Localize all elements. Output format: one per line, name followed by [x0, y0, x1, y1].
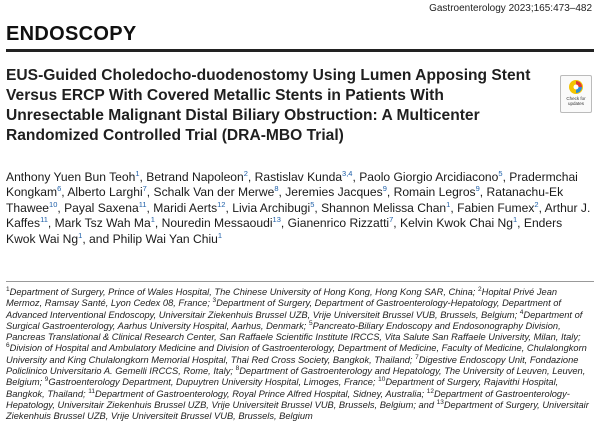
author-name: Betrand Napoleon [146, 170, 244, 184]
check-for-updates-badge[interactable] [560, 75, 592, 113]
author-name: Arthur J. Kaffes [6, 200, 591, 231]
author-affiliation-marker[interactable]: 5 [498, 168, 503, 178]
title-block [6, 66, 536, 146]
author-name: Rastislav Kunda [254, 170, 343, 184]
author-name: Romain Legros [393, 185, 476, 200]
section-rule [6, 49, 594, 52]
author-name: Mark Tsz Wah Ma [54, 216, 151, 231]
author-affiliation-marker[interactable]: 2 [534, 199, 539, 209]
affiliation-text: Department of Surgery, Universitair Ziekenhuis Brussel UZB, Vrije Universiteit Brussel VUB, Brussels, Belgium [6, 399, 589, 422]
affiliation-marker: 11 [88, 387, 95, 395]
author-affiliation-marker[interactable]: 1 [150, 215, 155, 225]
affiliation-marker: 7 [415, 353, 419, 361]
affiliation-marker: 2 [477, 285, 482, 293]
badge-label: Check for updates [566, 96, 586, 106]
author-name: Fabien Fumex [457, 200, 535, 215]
author-list: Anthony Yuen Bun Teoh$^1$, Betrand Napoleon$^2$, Rastislav Kunda$^{3,4}$, Paolo Giorgio Arcidiacono$^5$, Pradermchai Kongkam$^6$, Alberto Larghi$^7$, Schalk Van der Merwe$^8$, Jeremies Jacques$^9$, Romain Legros$^9$, Ratanachu-Ek Thawee$^{10}$, Payal Saxena$^{11}$, Maridi Aerts$^{12}$, Livia Archibugi$^5$, Shannon Melissa Chan$^1$, Fabien Fumex$^2$, Arthur J. Kaffes$^{11}$, Mark Tsz Wah Ma$^1$, Nouredin Messaoudi$^{13}$, Gianenrico Rizzatti$^7$, Kelvin Kwok Chai Ng$^1$, Enders Kwok Wai Ng$^1$, and Philip Wai Yan Chiu$^1$ [6, 168, 591, 246]
author-name: Kelvin Kwok Chai Ng [400, 216, 513, 231]
affiliation-text: Department of Surgery, Department of Gastroenterology-Hepatology, Department of Advanced Interventional Endoscopy, Universitair Ziekenhuis Brussel UZB, Vrije Universiteit Brussel VUB, Brussels, Belgium; [6, 298, 561, 320]
author-affiliation-marker[interactable]: 13 [272, 215, 281, 225]
author-affiliation-marker[interactable]: 11 [40, 215, 48, 225]
affiliation-text: Department of Gastroenterology and Hepatology, The University of Leuven, Leuven, Belgium; [6, 366, 586, 388]
author-name: Ratanachu-Ek Thawee [6, 185, 564, 215]
author-affiliation-marker[interactable]: 1 [446, 199, 451, 209]
author-affiliation-marker[interactable]: 12 [217, 199, 226, 209]
affiliation-rule [6, 281, 594, 282]
affiliation-marker: 4 [519, 308, 524, 316]
author-name: Enders Kwok Wai Ng [6, 216, 563, 246]
author-affiliation-marker[interactable]: 7 [389, 215, 394, 225]
section-title: ENDOSCOPY [6, 23, 137, 45]
author-name: Shannon Melissa Chan [321, 200, 447, 215]
affiliation-text: Department of Gastroenterology-Hepatology, Universitair Ziekenhuis Brussel UZB, Vrije Universiteit Brussel VUB, Brussels, Belgium; and [6, 388, 570, 410]
affiliation-marker: 1 [6, 285, 10, 293]
author-name: Jeremies Jacques [285, 185, 383, 200]
author-affiliation-marker[interactable]: 6 [57, 184, 62, 194]
affiliation-marker: 5 [308, 319, 313, 327]
affiliation-marker: 6 [6, 342, 10, 350]
article-title: EUS-Guided Choledocho-duodenostomy Using Lumen Apposing Stent Versus ERCP With Covered Metallic Stents in Patients With Unresectable Malignant Distal Biliary Obstruction: A Multicenter Randomized Controlled Trial (DRA-MBO Trial) [6, 67, 531, 144]
author-affiliation-marker[interactable]: 1 [512, 215, 518, 225]
section-header [6, 22, 594, 52]
author-name: Gianenrico Rizzatti [287, 216, 390, 231]
author-affiliation-marker[interactable]: 9 [475, 184, 480, 194]
affiliation-text: Hopital Privé Jean Mermoz, Ramsay Santé, Lyon Cedex 08, France; [6, 287, 558, 309]
affiliation-marker: 10 [378, 376, 386, 384]
author-affiliation-marker[interactable]: 3,4 [342, 168, 353, 178]
author-name: Schalk Van der Merwe [153, 185, 275, 200]
affiliation-text: Division of Hospital and Ambulatory Medicine and Division of Gastroenterology, Department of Medicine, Faculty of Medicine, Chulalongkorn University and King Chulalongkorn Memorial Hospital, Thai Red Cross Society, Bangkok, Thailand; [6, 343, 587, 365]
author-affiliation-marker[interactable]: 9 [382, 184, 387, 194]
author-affiliation-marker[interactable]: 8 [274, 184, 279, 194]
check-for-updates-icon [568, 79, 584, 95]
journal-reference: Gastroenterology 2023;165:473–482 [429, 3, 592, 14]
author-affiliation-marker[interactable]: 11 [138, 199, 147, 209]
author-affiliation-marker[interactable]: 5 [310, 199, 315, 209]
affiliation-text: Department of Gastroenterology, Royal Prince Alfred Hospital, Sidney, Australia; [94, 388, 425, 399]
author-name: Pradermchai Kongkam [6, 170, 578, 200]
affiliation-marker: 3 [212, 297, 217, 305]
affiliation-marker: 9 [44, 376, 49, 384]
affiliation-text: Digestive Endoscopy Unit, Fondazione Policlinico Universitario A. Gemelli IRCCS, Rome, Italy; [6, 354, 579, 377]
affiliation-list [6, 287, 594, 423]
author-affiliation-marker[interactable]: 1 [217, 230, 223, 240]
author-name: Payal Saxena [64, 200, 139, 215]
author-affiliation-marker[interactable]: 1 [78, 230, 83, 240]
author-affiliation-marker[interactable]: 7 [142, 184, 147, 194]
author-name: Livia Archibugi [232, 200, 311, 215]
affiliation-text: Pancreato-Biliary Endoscopy and Endosonography Division, Pancreas Translational & Clinical Research Center, San Raffaele Scientific Institute IRCCS, Vita Salute San Raffaele University, Milan, Italy; [6, 320, 581, 343]
affiliation-text: Department of Surgery, Prince of Wales Hospital, The Chinese University of Hong Kong, Hong Kong SAR, China; [9, 287, 476, 297]
author-name: Alberto Larghi [67, 185, 143, 200]
author-name: Maridi Aerts [153, 200, 218, 215]
author-name: Nouredin Messaoudi [161, 216, 273, 231]
affiliation-marker: 12 [426, 387, 434, 395]
author-affiliation-marker[interactable]: 2 [243, 168, 248, 178]
author-name: Anthony Yuen Bun Teoh [6, 170, 136, 184]
affiliation-text: Department of Surgery, Rajavithi Hospital, Bangkok, Thailand; [6, 377, 559, 399]
author-name: Philip Wai Yan Chiu [112, 231, 218, 246]
author-affiliation-marker[interactable]: 10 [49, 199, 58, 209]
author-affiliation-marker[interactable]: 1 [135, 168, 140, 178]
author-name: Paolo Giorgio Arcidiacono [359, 170, 499, 184]
affiliation-text: Gastroenterology Department, Dupuytren University Hospital, Limoges, France; [48, 377, 376, 388]
affiliation-marker: 13 [436, 398, 444, 406]
affiliation-marker: 8 [235, 364, 240, 372]
affiliation-text: Department of Surgical Gastroenterology, Aarhus University Hospital, Aarhus, Denmark; [6, 309, 583, 331]
